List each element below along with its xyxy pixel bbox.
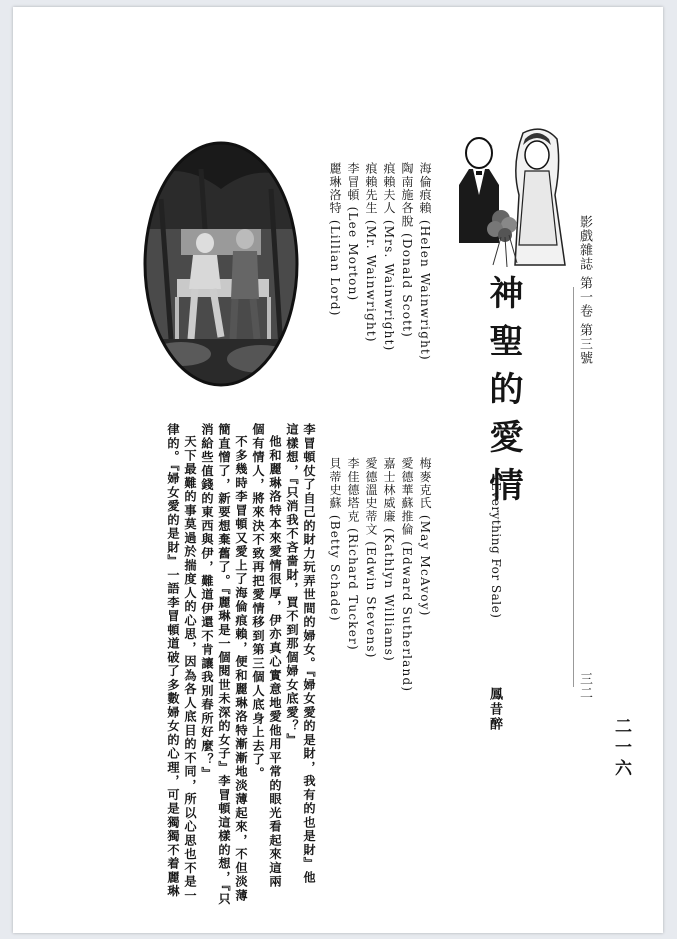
divider [573, 287, 574, 687]
body-line: 消給些值錢的東西與伊，難道伊還不肯讓我別春所好麼？』 [200, 423, 214, 781]
body-line: 他和麗琳洛特本來愛情很厚，伊亦真心實意地愛他用平常的眼光看起來這兩 [268, 435, 282, 889]
cast-item: 海倫痕賴 (Helen Wainwright) [418, 162, 432, 361]
cast-item: 痕賴夫人 (Mrs. Wainwright) [382, 162, 396, 352]
magazine-page [13, 7, 663, 933]
oval-film-still-icon [141, 139, 301, 389]
magazine-header: 影戲雜誌 第一卷 第三號 [577, 215, 592, 366]
body-line: 個有情人，將來決不致再把愛情移到第三個人底身上去了。 [251, 423, 265, 781]
body-line: 律的。『婦女愛的是財』一語李冒頓道破了多數婦女的心理，可是獨獨不着麗琳 [166, 423, 180, 899]
article-title: 神聖的愛情 [483, 275, 523, 515]
body-line: 簡直憎了，新要想棄舊了。『麗琳是一個閱世未深的女子』李冒頓這樣的想，『只 [217, 423, 231, 906]
body-line: 天下最難的事莫過於揣度人的心思，因為各人底目的不同，所以心思也不是一 [183, 435, 197, 903]
cast-item: 愛德華蘇推倫 (Edward Sutherland) [400, 457, 414, 693]
body-line: 這樣想，『只消我不吝嗇財，買不到那個婦女底愛？』 [285, 423, 299, 747]
cast-item: 李冒頓 (Lee Morton) [346, 162, 360, 302]
article-subtitle: (Everything For Sale) [489, 477, 503, 619]
cast-item: 愛德溫史蒂文 (Edwin Stevens) [364, 457, 378, 659]
cast-item: 嘉士林威廉 (Kathlyn Williams) [382, 457, 396, 662]
cast-item: 梅麥克氏 (May McAvoy) [418, 457, 432, 617]
cast-item: 李佳德塔克 (Richard Tucker) [346, 457, 360, 651]
section-number: 三二 [577, 672, 592, 700]
page-number: 二一六 [611, 717, 631, 780]
cast-item: 陶南施各脫 (Donald Scott) [400, 162, 414, 339]
cast-item: 痕賴先生 (Mr. Wainwright) [364, 162, 378, 343]
cast-item: 貝蒂史蘇 (Betty Schade) [328, 457, 342, 622]
body-line: 不多幾時李冒頓又愛上了海倫痕賴，便和麗琳洛特漸漸地淡薄起來，不但淡薄 [234, 435, 248, 903]
article-author: 鳳昔醉 [487, 687, 502, 732]
couple-illustration-icon [445, 125, 573, 275]
cast-item: 麗琳洛特 (Lillian Lord) [328, 162, 342, 317]
body-line: 李冒頓仗了自己的財力玩弄世間的婦女。『婦女愛的是財，我有的也是財』他 [302, 423, 316, 885]
